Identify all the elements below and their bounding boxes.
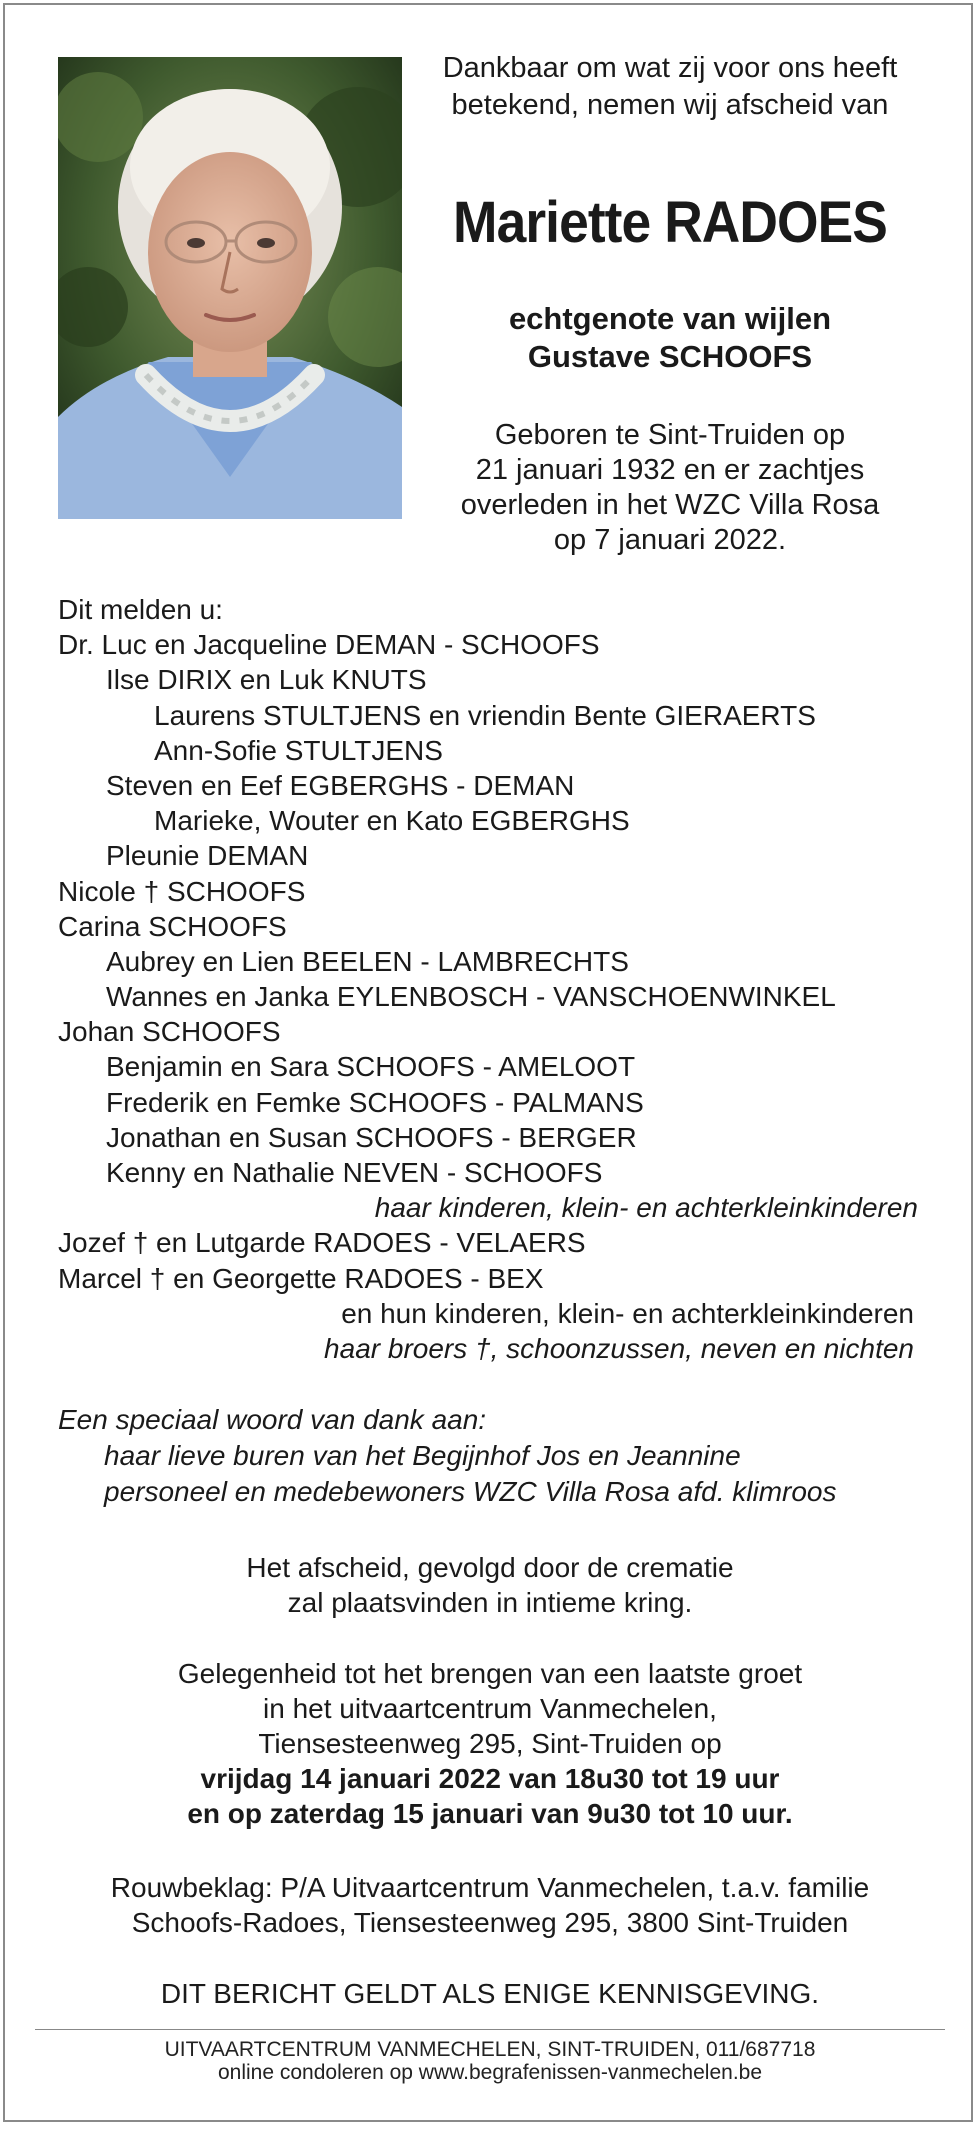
birth-line: 21 januari 1932 en er zachtjes xyxy=(475,454,865,486)
condolence-line: Rouwbeklag: P/A Uitvaartcentrum Vanmechelen, t.a.v. familie xyxy=(110,1872,870,1903)
footer-website[interactable]: online condoleren op www.begrafenissen-vanmechelen.be xyxy=(217,2061,763,2084)
footer-divider xyxy=(35,2029,945,2030)
family-row: Ilse DIRIX en Luk KNUTS xyxy=(106,664,427,696)
portrait-illustration xyxy=(58,57,402,519)
birth-line: Geboren te Sint-Truiden op xyxy=(494,419,846,451)
family-row: Aubrey en Lien BEELEN - LAMBRECHTS xyxy=(106,945,629,977)
spouse-line: Gustave SCHOOFS xyxy=(527,339,813,374)
visitation-line: Tiensesteenweg 295, Sint-Truiden op xyxy=(258,1728,722,1759)
birth-line: op 7 januari 2022. xyxy=(553,524,787,556)
ceremony-line: zal plaatsvinden in intieme kring. xyxy=(287,1587,693,1618)
portrait-photo xyxy=(58,57,402,519)
birth-death-info xyxy=(410,418,930,558)
family-row: Nicole † SCHOOFS xyxy=(58,875,306,907)
family-row: Ann-Sofie STULTJENS xyxy=(154,734,443,766)
family-heading: Dit melden u: xyxy=(58,594,223,625)
siblings-note: en hun kinderen, klein- en achterkleinkinderen xyxy=(341,1297,914,1329)
ceremony-info xyxy=(40,1550,940,1620)
family-row: Jonathan en Susan SCHOOFS - BERGER xyxy=(106,1121,637,1153)
family-list xyxy=(58,592,938,1366)
visitation-date: vrijdag 14 januari 2022 van 18u30 tot 19 uur xyxy=(200,1763,780,1794)
spouse-info xyxy=(410,300,930,376)
thanks-heading: Een speciaal woord van dank aan: xyxy=(58,1404,487,1435)
deceased-name: Mariette RADOES xyxy=(453,190,887,255)
family-row: Carina SCHOOFS xyxy=(58,910,287,942)
family-row: Marieke, Wouter en Kato EGBERGHS xyxy=(154,805,630,837)
family-row: Pleunie DEMAN xyxy=(106,840,309,872)
sibling-row: Marcel † en Georgette RADOES - BEX xyxy=(58,1262,544,1294)
condolence-line: Schoofs-Radoes, Tiensesteenweg 295, 3800 Sint-Truiden xyxy=(131,1907,849,1938)
family-row: Laurens STULTJENS en vriendin Bente GIERAERTS xyxy=(154,699,816,731)
spouse-line: echtgenote van wijlen xyxy=(508,301,832,336)
visitation-line: in het uitvaartcentrum Vanmechelen, xyxy=(263,1693,717,1724)
family-row: Steven en Eef EGBERGHS - DEMAN xyxy=(106,769,575,801)
visitation-info xyxy=(40,1656,940,1831)
relatives-note: haar broers †, schoonzussen, neven en nichten xyxy=(324,1332,914,1364)
official-notice: DIT BERICHT GELDT ALS ENIGE KENNISGEVING. xyxy=(160,1978,820,2009)
thanks-line: personeel en medebewoners WZC Villa Rosa afd. klimroos xyxy=(104,1476,837,1507)
visitation-line: Gelegenheid tot het brengen van een laatste groet xyxy=(177,1658,803,1689)
thanks-section xyxy=(58,1402,938,1510)
intro-line: Dankbaar om wat zij voor ons heeft xyxy=(442,52,898,84)
intro-text xyxy=(410,50,930,124)
condolence-info xyxy=(40,1870,940,1940)
family-row: Wannes en Janka EYLENBOSCH - VANSCHOENWINKEL xyxy=(106,981,836,1013)
family-row: Benjamin en Sara SCHOOFS - AMELOOT xyxy=(106,1051,636,1083)
family-row: Frederik en Femke SCHOOFS - PALMANS xyxy=(106,1086,644,1118)
ceremony-line: Het afscheid, gevolgd door de crematie xyxy=(246,1552,734,1583)
intro-line: betekend, nemen wij afscheid van xyxy=(451,89,889,121)
visitation-date: en op zaterdag 15 januari van 9u30 tot 10 uur. xyxy=(187,1798,793,1829)
sibling-row: Jozef † en Lutgarde RADOES - VELAERS xyxy=(58,1227,586,1259)
family-row: Johan SCHOOFS xyxy=(58,1016,281,1048)
footer-contact: UITVAARTCENTRUM VANMECHELEN, SINT-TRUIDEN, 011/687718 xyxy=(164,2038,816,2061)
grandchildren-note: haar kinderen, klein- en achterkleinkinderen xyxy=(374,1192,918,1224)
family-row: Kenny en Nathalie NEVEN - SCHOOFS xyxy=(106,1157,603,1188)
thanks-line: haar lieve buren van het Begijnhof Jos en Jeannine xyxy=(104,1440,741,1471)
footer xyxy=(40,2038,940,2084)
family-row: Dr. Luc en Jacqueline DEMAN - SCHOOFS xyxy=(58,629,600,661)
birth-line: overleden in het WZC Villa Rosa xyxy=(460,489,880,521)
